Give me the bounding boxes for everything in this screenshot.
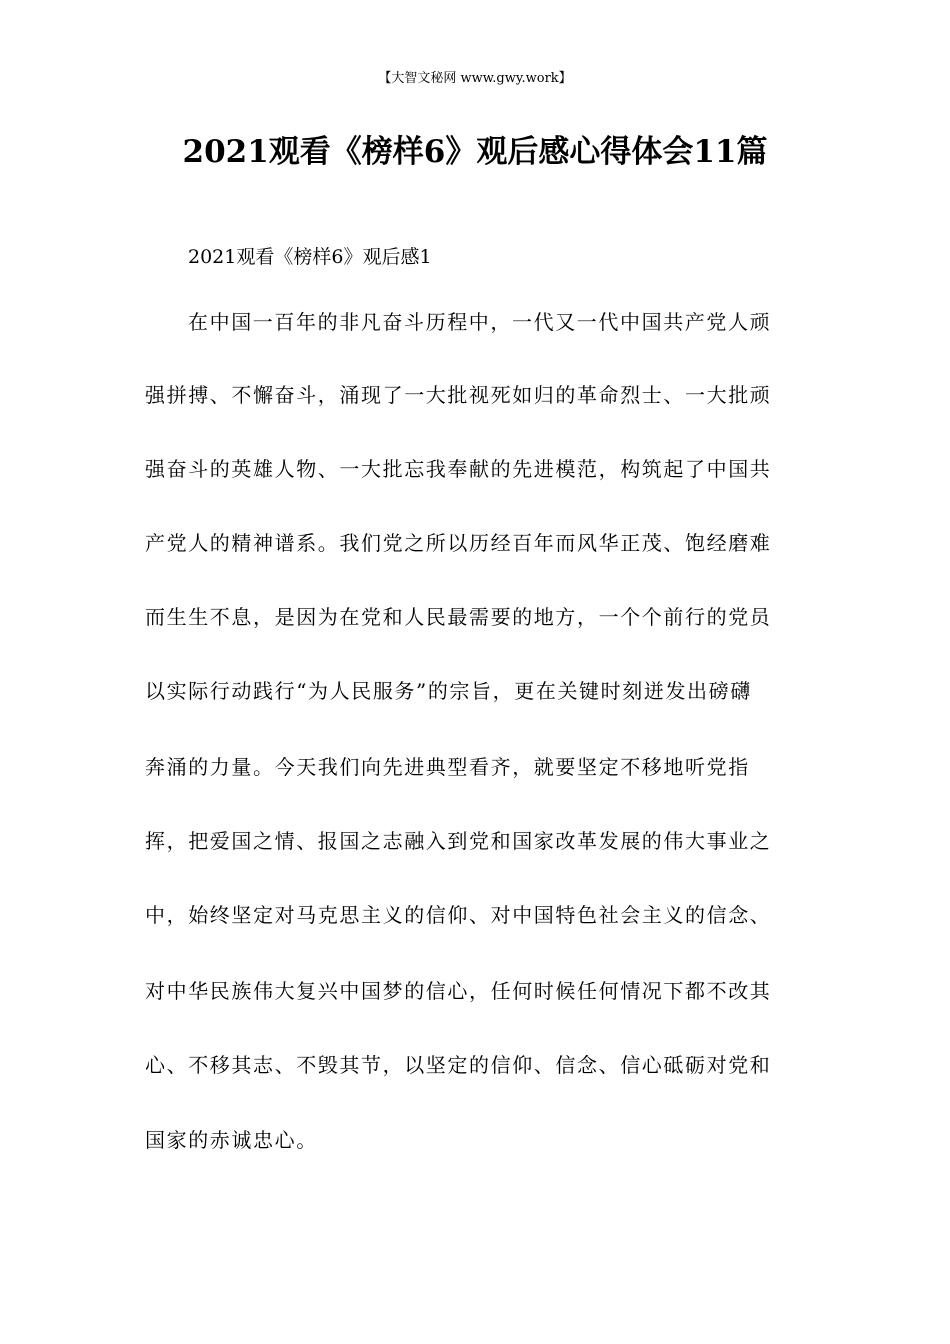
paragraph-line: 中，始终坚定对马克思主义的信仰、对中国特色社会主义的信念、 — [145, 903, 772, 927]
paragraph-line: 对中华民族伟大复兴中国梦的信心，任何时候任何情况下都不改其 — [145, 979, 772, 1003]
paragraph-line: 以实际行动践行“为人民服务”的宗旨，更在关键时刻迸发出磅礴 — [145, 679, 752, 703]
section-heading: 2021观看《榜样6》观后感1 — [188, 246, 432, 268]
paragraph-line: 产党人的精神谱系。我们党之所以历经百年而风华正茂、饱经磨难 — [145, 531, 772, 555]
paragraph-line: 挥，把爱国之情、报国之志融入到党和国家改革发展的伟大事业之 — [145, 829, 772, 853]
paragraph-line: 强拼搏、不懈奋斗，涌现了一大批视死如归的革命烈士、一大批顽 — [145, 383, 772, 407]
paragraph-line: 奔涌的力量。今天我们向先进典型看齐，就要坚定不移地听党指 — [145, 755, 750, 779]
paragraph-line: 心、不移其志、不毁其节，以坚定的信仰、信念、信心砥砺对党和 — [145, 1053, 772, 1077]
paragraph-line: 而生生不息，是因为在党和人民最需要的地方，一个个前行的党员 — [145, 605, 772, 629]
paragraph-line: 在中国一百年的非凡奋斗历程中，一代又一代中国共产党人顽 — [188, 310, 772, 334]
site-header: 【大智文秘网 www.gwy.work】 — [378, 71, 572, 86]
document-title: 2021观看《榜样6》观后感心得体会11篇 — [182, 134, 768, 170]
paragraph-line: 国家的赤诚忠心。 — [145, 1128, 318, 1152]
paragraph-line: 强奋斗的英雄人物、一大批忘我奉献的先进模范，构筑起了中国共 — [145, 457, 772, 481]
